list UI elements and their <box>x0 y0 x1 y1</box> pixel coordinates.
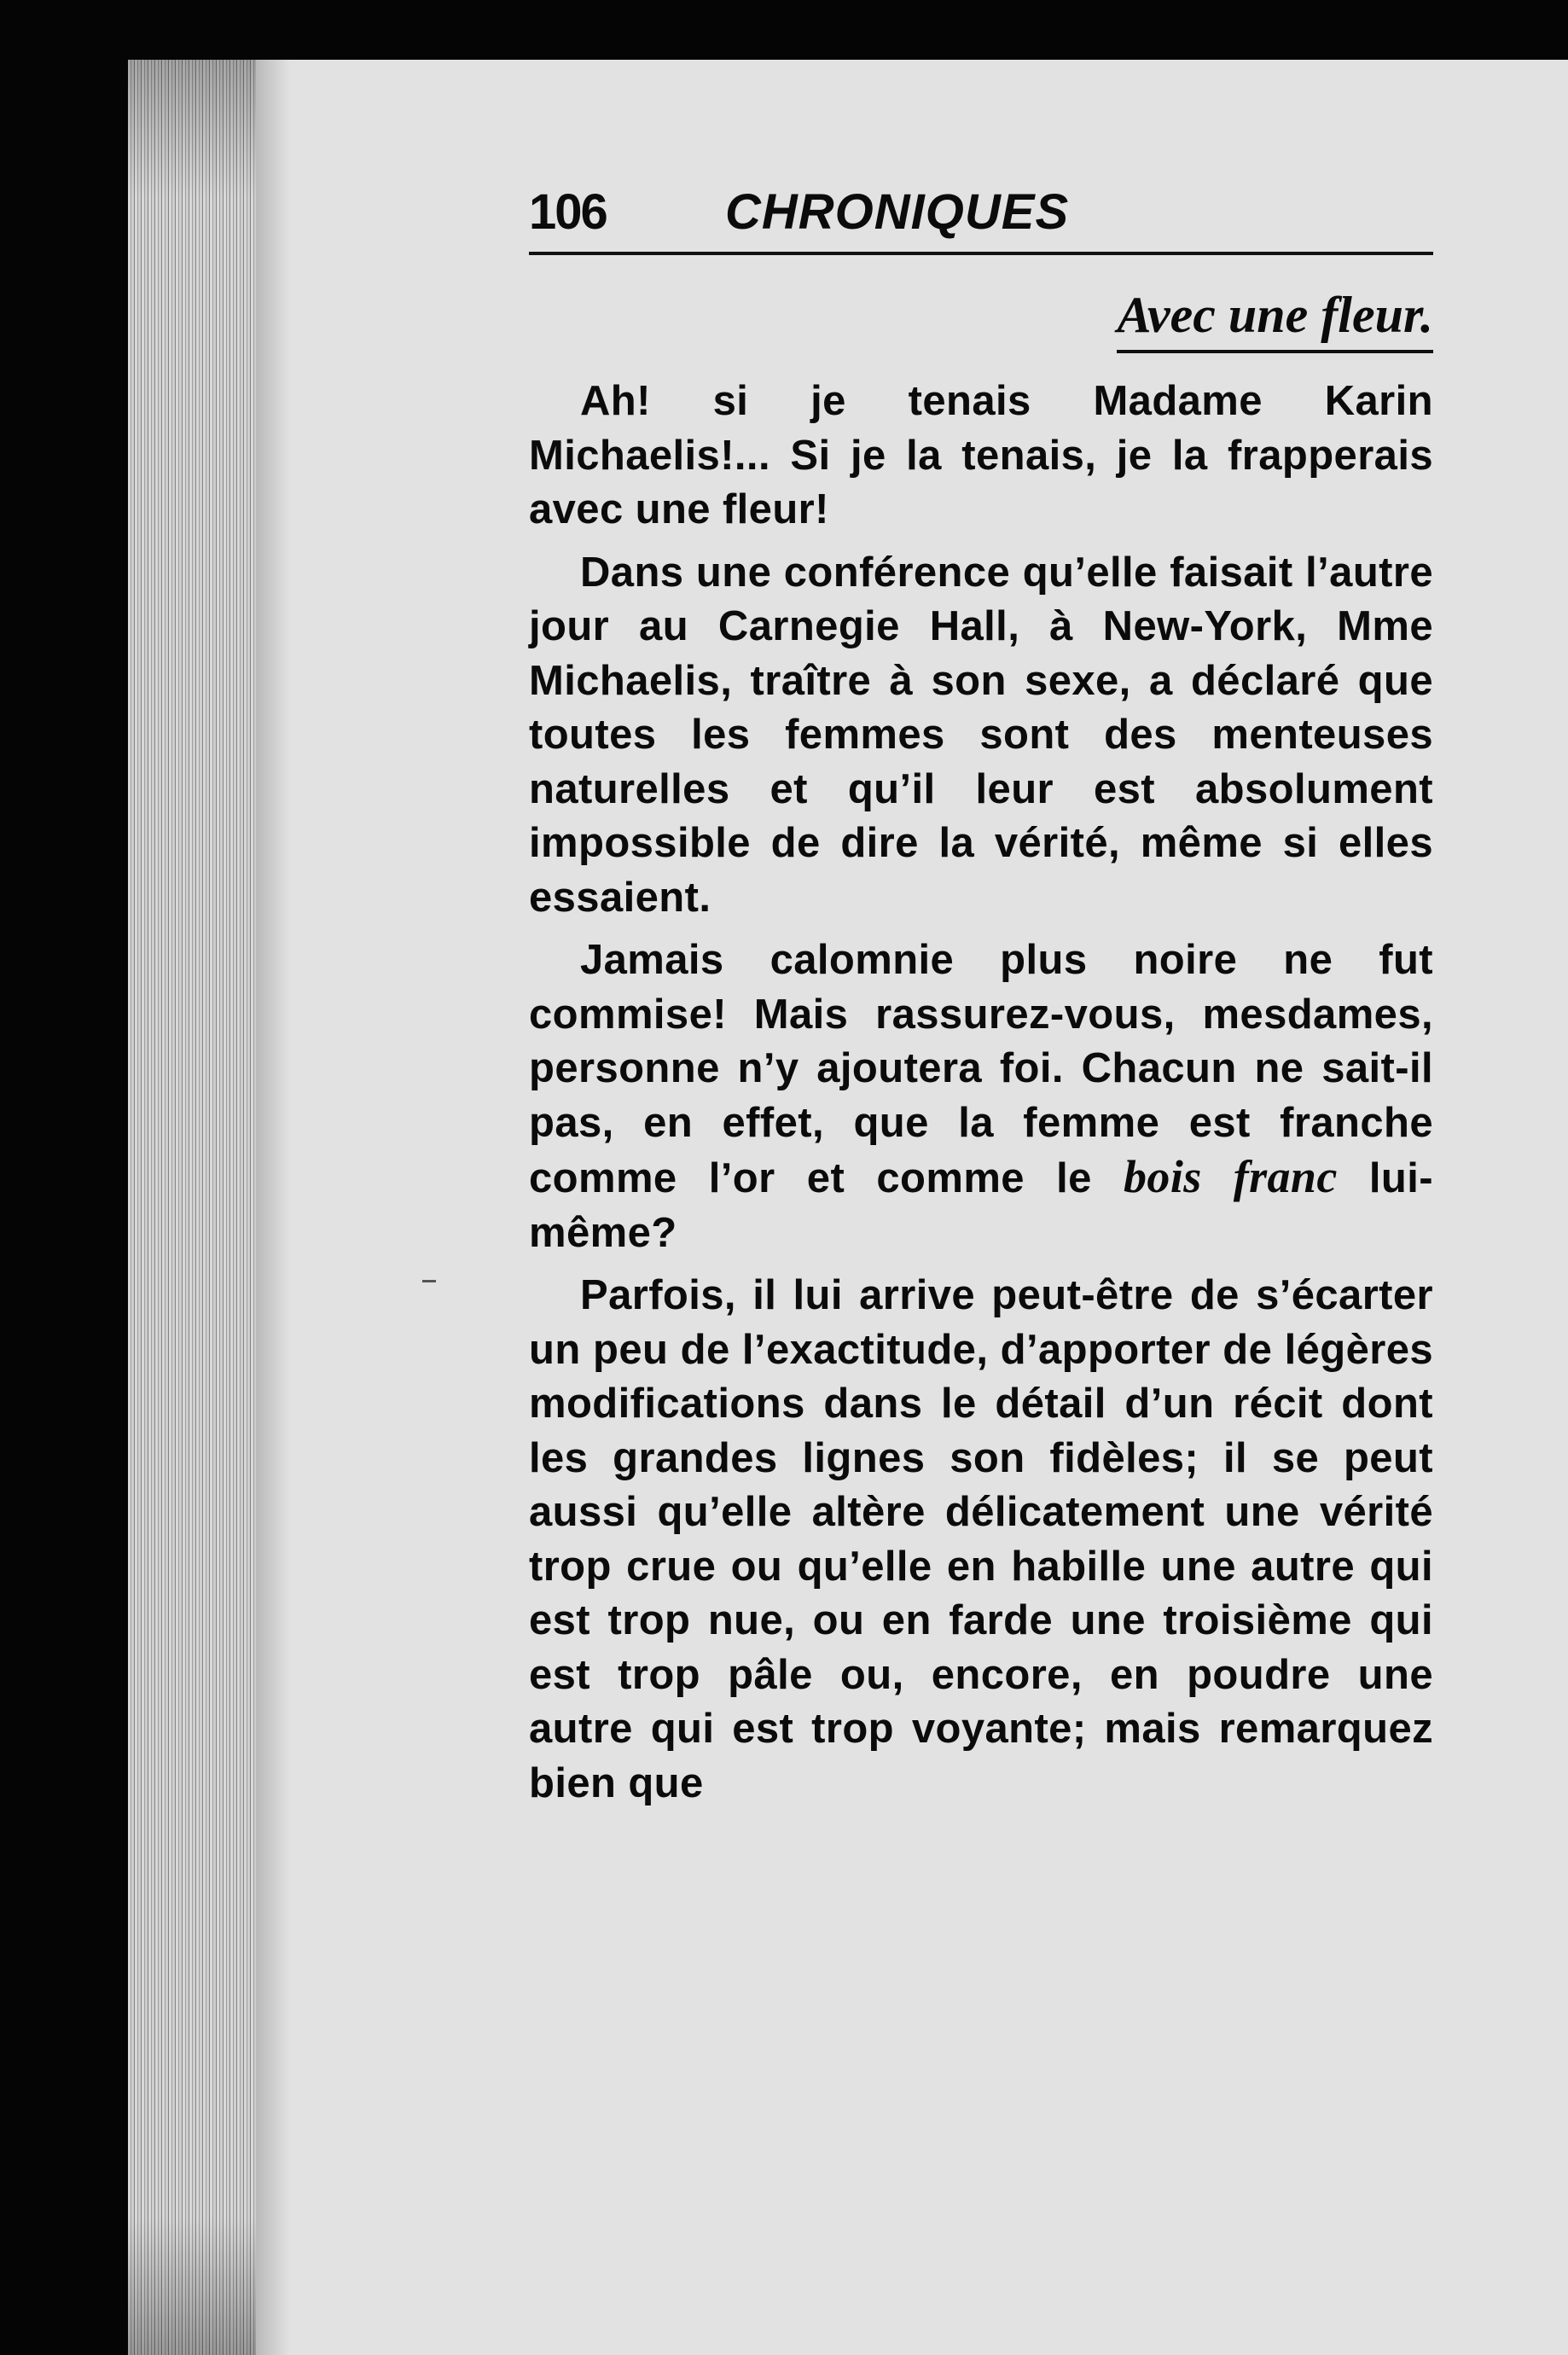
gutter-shadow <box>256 60 290 2355</box>
article-body <box>529 375 1433 1811</box>
running-title: CHRONIQUES <box>725 184 1070 240</box>
italic-phrase: bois franc <box>1124 1151 1338 1202</box>
page-number: 106 <box>529 184 607 240</box>
paragraph: Parfois, il lui arrive peut-être de s’écarter un peu de l’exactitude, d’apporter de légères modifications dans le détail d’un récit dont les grandes lignes son fidèles; il se peut aussi qu’elle altère délicatement une vérité trop crue ou qu’elle en habille une autre qui est trop nue, ou en farde une troisième qui est trop pâle ou, encore, en poudre une autre qui est trop voyante; mais remarquez bien que <box>529 1272 1433 1806</box>
book-page-edges <box>128 60 256 2355</box>
paragraph <box>529 933 1433 1260</box>
margin-mark <box>422 1280 436 1282</box>
running-head <box>529 183 1433 255</box>
paragraph: Dans une conférence qu’elle faisait l’autre jour au Carnegie Hall, à New-York, Mme Michaelis, traître à son sexe, a déclaré que toutes les femmes sont des menteuses naturelles et qu’il leur est absolument impossible de dire la vérité, même si elles essaient. <box>529 549 1433 921</box>
paragraph: Ah! si je tenais Madame Karin Michaelis!... Si je la tenais, je la frapperais avec une fleur! <box>529 378 1433 532</box>
page-content <box>529 183 1433 1819</box>
section-title: Avec une fleur. <box>1117 286 1433 353</box>
section-title-wrap <box>529 286 1433 356</box>
paragraph-text: lui-même? <box>529 1155 1433 1256</box>
paragraph-text: Jamais calomnie plus noire ne fut commise! Mais rassurez-vous, mesdames, personne n’y ajoutera foi. Chacun ne sait-il pas, en effet, que la femme est franche comme l’or et comme le <box>529 937 1433 1201</box>
